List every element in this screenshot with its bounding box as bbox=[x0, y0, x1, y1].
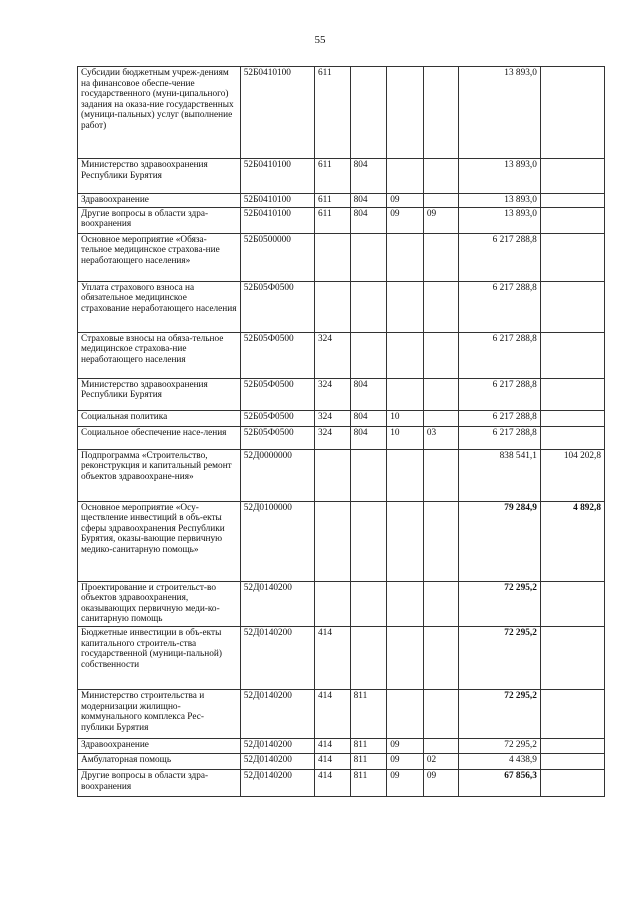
name-cell: Субсидии бюджетным учреж-дениям на финансовое обеспе-чение государственного (муни-ципального) задания на оказа-ние государственных (муници-пальных) услуг (выполнение работ) bbox=[78, 67, 241, 159]
expense-type-cell: 414 bbox=[315, 769, 351, 796]
amount-cell: 67 856,3 bbox=[459, 769, 540, 796]
amount-cell: 6 217 288,8 bbox=[459, 233, 540, 281]
target-article-cell: 52Б0410100 bbox=[240, 207, 314, 233]
subsection-cell: 09 bbox=[423, 207, 459, 233]
budget-table-body bbox=[78, 67, 605, 797]
section-cell: 09 bbox=[387, 769, 424, 796]
subsection-cell bbox=[423, 281, 459, 332]
name-cell: Уплата страхового взноса на обязательное медицинское страхование неработающего населения bbox=[78, 281, 241, 332]
target-article-cell: 52Д0140200 bbox=[240, 769, 314, 796]
ministry-code-cell: 804 bbox=[350, 426, 387, 449]
expense-type-cell: 324 bbox=[315, 332, 351, 378]
section-cell: 09 bbox=[387, 194, 424, 208]
name-cell: Другие вопросы в области здра-воохранения bbox=[78, 769, 241, 796]
subsection-cell bbox=[423, 159, 459, 194]
section-cell: 09 bbox=[387, 207, 424, 233]
amount-extra-cell bbox=[540, 67, 604, 159]
amount-extra-cell bbox=[540, 426, 604, 449]
section-cell bbox=[387, 581, 424, 626]
target-article-cell: 52Д0140200 bbox=[240, 753, 314, 769]
amount-cell: 72 295,2 bbox=[459, 738, 540, 753]
amount-extra-cell bbox=[540, 281, 604, 332]
amount-extra-cell bbox=[540, 194, 604, 208]
amount-cell: 72 295,2 bbox=[459, 581, 540, 626]
amount-cell: 72 295,2 bbox=[459, 626, 540, 689]
amount-cell: 13 893,0 bbox=[459, 194, 540, 208]
name-cell: Министерство здравоохранения Республики Бурятия bbox=[78, 378, 241, 410]
subsection-cell bbox=[423, 410, 459, 426]
table-row bbox=[78, 332, 605, 378]
section-cell bbox=[387, 67, 424, 159]
ministry-code-cell: 804 bbox=[350, 207, 387, 233]
table-row bbox=[78, 449, 605, 501]
amount-extra-cell bbox=[540, 159, 604, 194]
name-cell: Министерство строительства и модернизации жилищно-коммунального комплекса Рес-публики Бурятия bbox=[78, 689, 241, 738]
expense-type-cell: 611 bbox=[315, 194, 351, 208]
amount-extra-cell bbox=[540, 378, 604, 410]
subsection-cell bbox=[423, 67, 459, 159]
name-cell: Другие вопросы в области здра-воохранения bbox=[78, 207, 241, 233]
table-row bbox=[78, 426, 605, 449]
budget-table bbox=[77, 66, 605, 797]
subsection-cell: 03 bbox=[423, 426, 459, 449]
expense-type-cell bbox=[315, 501, 351, 581]
amount-cell: 72 295,2 bbox=[459, 689, 540, 738]
target-article-cell: 52Д0140200 bbox=[240, 581, 314, 626]
target-article-cell: 52Д0140200 bbox=[240, 689, 314, 738]
section-cell bbox=[387, 449, 424, 501]
amount-cell: 79 284,9 bbox=[459, 501, 540, 581]
amount-cell: 6 217 288,8 bbox=[459, 332, 540, 378]
ministry-code-cell: 804 bbox=[350, 159, 387, 194]
table-row bbox=[78, 194, 605, 208]
target-article-cell: 52Б05Ф0500 bbox=[240, 281, 314, 332]
ministry-code-cell bbox=[350, 501, 387, 581]
name-cell: Проектирование и строительст-во объектов здравоохранения, оказывающих первичную меди-ко-санитарную помощь bbox=[78, 581, 241, 626]
amount-extra-cell bbox=[540, 233, 604, 281]
target-article-cell: 52Д0140200 bbox=[240, 626, 314, 689]
section-cell bbox=[387, 378, 424, 410]
name-cell: Основное мероприятие «Осу-ществление инвестиций в объ-екты сферы здравоохранения Республики Бурятия, оказы-вающие первичную медико-санитарную помощь» bbox=[78, 501, 241, 581]
ministry-code-cell bbox=[350, 449, 387, 501]
amount-extra-cell bbox=[540, 769, 604, 796]
ministry-code-cell bbox=[350, 581, 387, 626]
table-row bbox=[78, 207, 605, 233]
target-article-cell: 52Б05Ф0500 bbox=[240, 332, 314, 378]
table-row bbox=[78, 626, 605, 689]
ministry-code-cell: 811 bbox=[350, 738, 387, 753]
amount-cell: 4 438,9 bbox=[459, 753, 540, 769]
amount-extra-cell: 4 892,8 bbox=[540, 501, 604, 581]
expense-type-cell: 414 bbox=[315, 738, 351, 753]
table-row bbox=[78, 769, 605, 796]
amount-cell: 13 893,0 bbox=[459, 67, 540, 159]
target-article-cell: 52Б0410100 bbox=[240, 159, 314, 194]
subsection-cell: 09 bbox=[423, 769, 459, 796]
section-cell: 09 bbox=[387, 753, 424, 769]
name-cell: Бюджетные инвестиции в объ-екты капитального строитель-ства государственной (муници-пальной) собственности bbox=[78, 626, 241, 689]
expense-type-cell: 324 bbox=[315, 410, 351, 426]
subsection-cell bbox=[423, 332, 459, 378]
section-cell bbox=[387, 159, 424, 194]
table-row bbox=[78, 378, 605, 410]
section-cell bbox=[387, 626, 424, 689]
amount-cell: 13 893,0 bbox=[459, 207, 540, 233]
expense-type-cell bbox=[315, 581, 351, 626]
expense-type-cell: 611 bbox=[315, 67, 351, 159]
amount-extra-cell bbox=[540, 626, 604, 689]
section-cell: 09 bbox=[387, 738, 424, 753]
ministry-code-cell bbox=[350, 233, 387, 281]
amount-cell: 838 541,1 bbox=[459, 449, 540, 501]
name-cell: Подпрограмма «Строительство, реконструкция и капитальный ремонт объектов здравоохране-ния» bbox=[78, 449, 241, 501]
expense-type-cell bbox=[315, 281, 351, 332]
section-cell bbox=[387, 332, 424, 378]
subsection-cell: 02 bbox=[423, 753, 459, 769]
subsection-cell bbox=[423, 626, 459, 689]
table-row bbox=[78, 738, 605, 753]
name-cell: Здравоохранение bbox=[78, 738, 241, 753]
expense-type-cell: 324 bbox=[315, 378, 351, 410]
amount-extra-cell bbox=[540, 738, 604, 753]
amount-extra-cell bbox=[540, 207, 604, 233]
subsection-cell bbox=[423, 581, 459, 626]
section-cell bbox=[387, 281, 424, 332]
subsection-cell bbox=[423, 689, 459, 738]
subsection-cell bbox=[423, 378, 459, 410]
ministry-code-cell bbox=[350, 332, 387, 378]
table-row bbox=[78, 410, 605, 426]
expense-type-cell: 414 bbox=[315, 753, 351, 769]
table-row bbox=[78, 689, 605, 738]
expense-type-cell bbox=[315, 449, 351, 501]
ministry-code-cell: 811 bbox=[350, 753, 387, 769]
amount-cell: 13 893,0 bbox=[459, 159, 540, 194]
table-row bbox=[78, 753, 605, 769]
amount-extra-cell bbox=[540, 332, 604, 378]
name-cell: Здравоохранение bbox=[78, 194, 241, 208]
amount-extra-cell bbox=[540, 753, 604, 769]
page-number: 55 bbox=[314, 34, 326, 46]
target-article-cell: 52Б05Ф0500 bbox=[240, 378, 314, 410]
name-cell: Социальная политика bbox=[78, 410, 241, 426]
ministry-code-cell bbox=[350, 626, 387, 689]
section-cell: 10 bbox=[387, 426, 424, 449]
ministry-code-cell: 804 bbox=[350, 194, 387, 208]
expense-type-cell: 611 bbox=[315, 159, 351, 194]
ministry-code-cell: 804 bbox=[350, 410, 387, 426]
target-article-cell: 52Б0410100 bbox=[240, 194, 314, 208]
target-article-cell: 52Б05Ф0500 bbox=[240, 426, 314, 449]
target-article-cell: 52Б05Ф0500 bbox=[240, 410, 314, 426]
subsection-cell bbox=[423, 738, 459, 753]
subsection-cell bbox=[423, 449, 459, 501]
table-row bbox=[78, 233, 605, 281]
section-cell bbox=[387, 233, 424, 281]
name-cell: Амбулаторная помощь bbox=[78, 753, 241, 769]
target-article-cell: 52Д0140200 bbox=[240, 738, 314, 753]
amount-extra-cell: 104 202,8 bbox=[540, 449, 604, 501]
subsection-cell bbox=[423, 194, 459, 208]
section-cell bbox=[387, 501, 424, 581]
table-row bbox=[78, 159, 605, 194]
amount-cell: 6 217 288,8 bbox=[459, 410, 540, 426]
target-article-cell: 52Д0100000 bbox=[240, 501, 314, 581]
ministry-code-cell: 804 bbox=[350, 378, 387, 410]
subsection-cell bbox=[423, 233, 459, 281]
amount-cell: 6 217 288,8 bbox=[459, 426, 540, 449]
section-cell bbox=[387, 689, 424, 738]
table-row bbox=[78, 581, 605, 626]
name-cell: Социальное обеспечение насе-ления bbox=[78, 426, 241, 449]
table-row bbox=[78, 67, 605, 159]
subsection-cell bbox=[423, 501, 459, 581]
target-article-cell: 52Д0000000 bbox=[240, 449, 314, 501]
ministry-code-cell: 811 bbox=[350, 769, 387, 796]
expense-type-cell: 414 bbox=[315, 626, 351, 689]
target-article-cell: 52Б0410100 bbox=[240, 67, 314, 159]
expense-type-cell: 414 bbox=[315, 689, 351, 738]
table-row bbox=[78, 281, 605, 332]
ministry-code-cell bbox=[350, 281, 387, 332]
section-cell: 10 bbox=[387, 410, 424, 426]
amount-extra-cell bbox=[540, 410, 604, 426]
ministry-code-cell: 811 bbox=[350, 689, 387, 738]
amount-cell: 6 217 288,8 bbox=[459, 378, 540, 410]
amount-extra-cell bbox=[540, 689, 604, 738]
ministry-code-cell bbox=[350, 67, 387, 159]
target-article-cell: 52Б0500000 bbox=[240, 233, 314, 281]
amount-cell: 6 217 288,8 bbox=[459, 281, 540, 332]
amount-extra-cell bbox=[540, 581, 604, 626]
expense-type-cell bbox=[315, 233, 351, 281]
name-cell: Министерство здравоохранения Республики Бурятия bbox=[78, 159, 241, 194]
table-row bbox=[78, 501, 605, 581]
expense-type-cell: 611 bbox=[315, 207, 351, 233]
name-cell: Страховые взносы на обяза-тельное медицинское страхова-ние неработающего населения bbox=[78, 332, 241, 378]
expense-type-cell: 324 bbox=[315, 426, 351, 449]
name-cell: Основное мероприятие «Обяза-тельное медицинское страхова-ние неработающего населения» bbox=[78, 233, 241, 281]
